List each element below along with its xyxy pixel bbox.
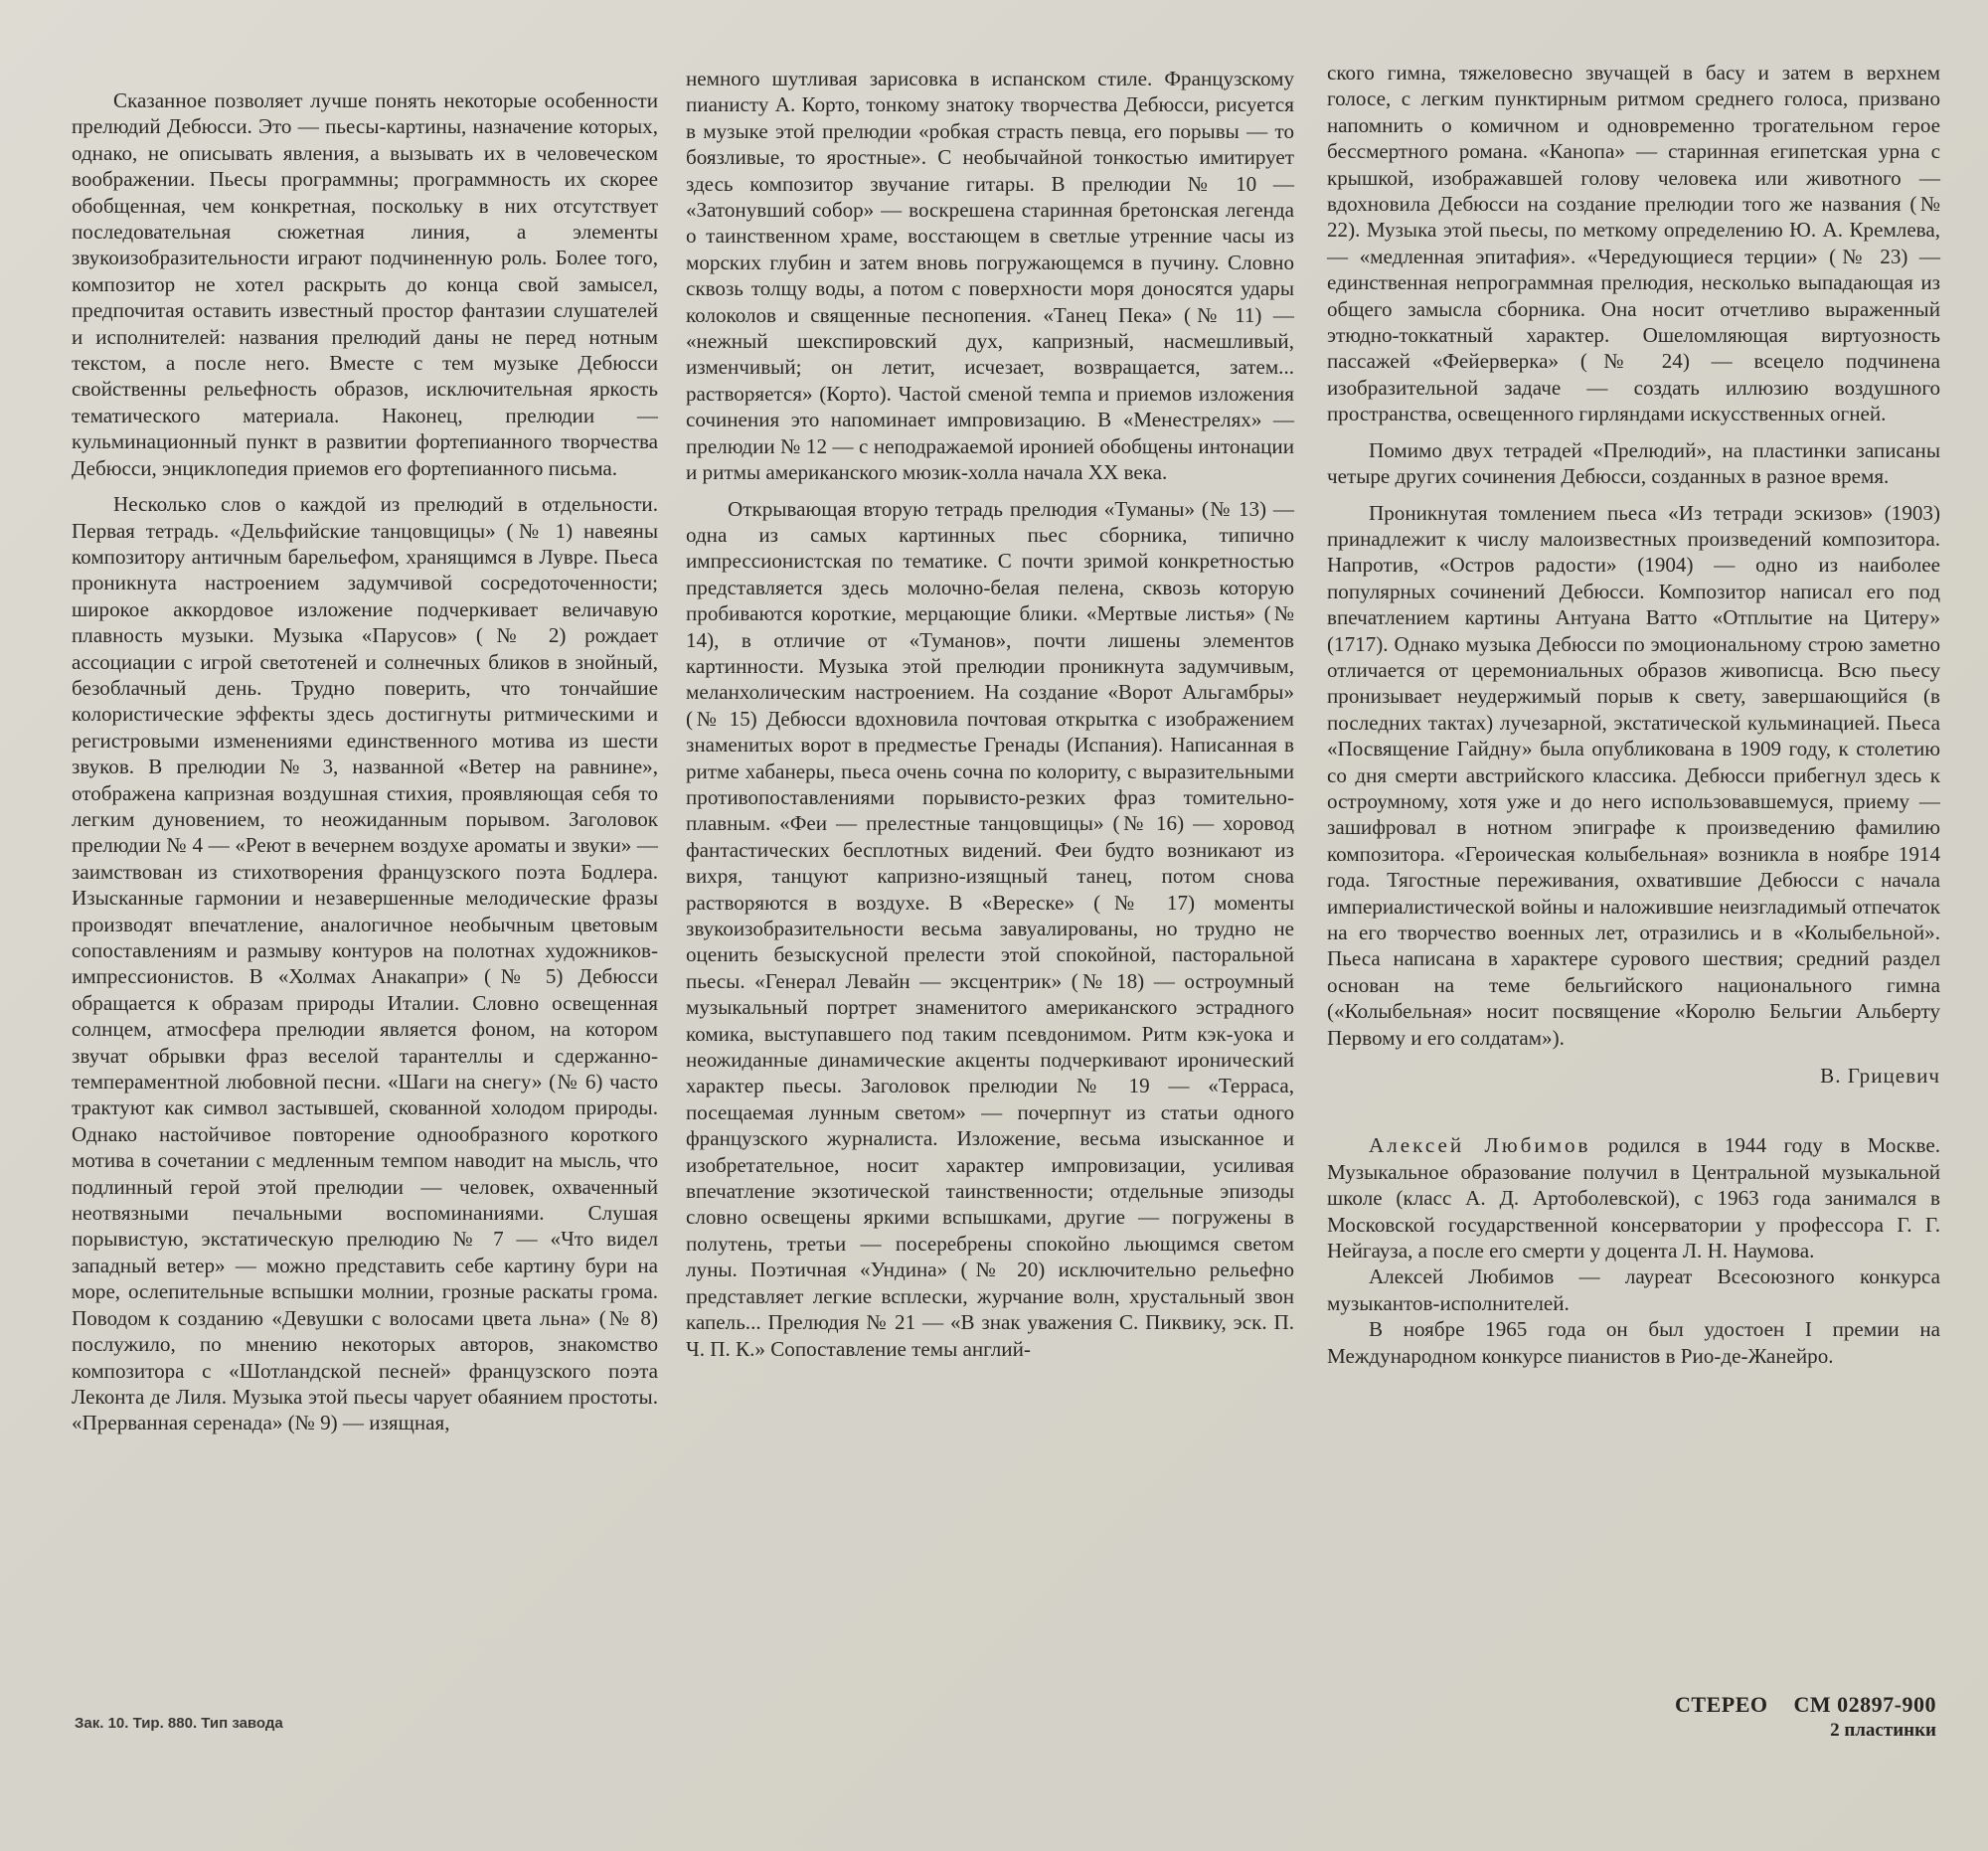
bio-paragraph [1327,1132,1940,1263]
paragraph: Открывающая вторую тетрадь прелюдия «Туманы» (№ 13) — одна из самых картинных пьес сборника, типично импрессионистская по тематике. С почти зримой конкретностью представляется здесь молочно-белая пелена, сквозь которую пробиваются короткие, мерцающие блики. «Мертвые листья» (№ 14), в отличие от «Туманов», почти лишены элементов картинности. Музыка этой прелюдии проникнута задумчивым, меланхолическим настроением. На создание «Ворот Альгамбры» (№ 15) Дебюсси вдохновила почтовая открытка с изображением знаменитых ворот в предместье Гренады (Испания). Написанная в ритме хабанеры, пьеса очень сочна по колориту, с выразительными противопоставлениями порывисто-резких фраз томительно-плавным. «Феи — прелестные танцовщицы» (№ 16) — хоровод фантастических бесплотных видений. Феи будто возникают из вихря, танцуют капризно-изящный танец, потом снова растворяются в воздухе. В «Вереске» (№ 17) моменты звукоизобразительности весьма завуалированы, но трудно не оценить безыскусной прелести этой спокойной, пасторальной пьесы. «Генерал Левайн — эксцентрик» (№ 18) — остроумный музыкальный портрет знаменитого американского эстрадного комика, выступавшего под таким псевдонимом. Ритм кэк-уока и неожиданные динамические акценты подчеркивают иронический характер пьесы. Заголовок прелюдии № 19 — «Терраса, посещаемая лунным светом» — почерпнут из статьи одного французского журналиста. Изложение, весьма изысканное и изобретательное, носит характер импровизации, усиливая впечатление экзотической таинственности; отдельные эпизоды словно освещены яркими вспышками, другие — погружены в полутень, третьи — посеребрены спокойно льющимся светом луны. Поэтичная «Ундина» (№ 20) исключительно рельефно представляет легкие всплески, журчание волн, хрустальный звон капель... Прелюдия № 21 — «В знак уважения С. Пиквику, эск. П. Ч. П. К.» Сопоставление темы англий- [686,496,1294,1361]
catalog-number: СМ 02897-900 [1793,1692,1936,1717]
paragraph: Сказанное позволяет лучше понять некоторые особенности прелюдий Дебюсси. Это — пьесы-картины, назначение которых, однако, не описывать явления, а вызывать их в человеческом воображении. Пьесы программны; программность их скорее обобщенная, чем конкретная, поскольку в них отсутствует последовательная сюжетная линия, а элементы звукоизобразительности играют подчиненную роль. Более того, композитор не хотел раскрыть до конца свой замысел, предпочитая оставить известный простор фантазии слушателей и исполнителей: названия прелюдий даны не перед нотным текстом, а после него. Вместе с тем музыке Дебюсси свойственны рельефность образов, исключительная яркость тематического материала. Наконец, прелюдии — кульминационный пункт в развитии фортепианного творчества Дебюсси, энциклопедия приемов его фортепианного письма. [72,88,658,480]
bio-paragraph: Алексей Любимов — лауреат Всесоюзного конкурса музыкантов-исполнителей. [1327,1264,1940,1315]
text-column-1 [72,87,658,1436]
stereo-label: СТЕРЕО [1675,1692,1768,1717]
text-column-2 [686,66,1294,1362]
author-signature: В. Грицевич [1820,1064,1940,1089]
paragraph: ского гимна, тяжеловесно звучащей в басу и затем в верхнем голосе, с легким пунктирным ритмом среднего голоса, призвано напомнить о комичном и одновременно трогательном герое бессмертного романа. «Канопа» — старинная египетская урна с крышкой, изображавшей голову человека или животного — вдохновила Дебюсси на создание прелюдии того же названия (№ 22). Музыка этой пьесы, по меткому определению Ю. А. Кремлева, — «медленная эпитафия». «Чередующиеся терции» (№ 23) — единственная непрограммная прелюдия, несколько выпадающая из общего замысла сборника. Она носит отчетливо выраженный этюдно-токкатный характер. Ошеломляющая виртуозность пассажей «Фейерверка» (№ 24) — всецело подчинена изобразительной задаче — создать иллюзию воздушного пространства, освещенного гирляндами искусственных огней. [1327,61,1940,426]
discs-count: 2 пластинки [1830,1720,1936,1741]
bio-paragraph: В ноябре 1965 года он был удостоен I премии на Международном конкурсе пианистов в Рио-де-Жанейро. [1327,1317,1940,1368]
paragraph: Помимо двух тетрадей «Прелюдий», на пластинки записаны четыре других сочинения Дебюсси, созданных в разное время. [1327,437,1940,489]
catalog-block [1675,1692,1936,1742]
paragraph: немного шутливая зарисовка в испанском стиле. Французскому пианисту А. Корто, тонкому знатоку творчества Дебюсси, рисуется в музыке этой прелюдии «робкая страсть певца, его порывы — то боязливые, то яростные». С необычайной тонкостью имитирует здесь композитор звучание гитары. В прелюдии № 10 — «Затонувший собор» — воскрешена старинная бретонская легенда о таинственном храме, восстающем в светлые утренние часы из морских глубин и затем вновь погружающемся в пучину. Словно сквозь толщу воды, а потом с поверхности моря доносятся удары колоколов и священные песнопения. «Танец Пека» (№ 11) — «нежный шекспировский дух, капризный, насмешливый, изменчивый; он летит, исчезает, возвращается, затем... растворяется» (Корто). Частой сменой темпа и приемов изложения сочинения это напоминает импровизацию. В «Менестрелях» — прелюдии № 12 — с неподражаемой иронией обобщены интонации и ритмы американского мюзик-холла начала XX века. [686,67,1294,485]
performer-name: Алексей Любимов [1369,1133,1591,1158]
print-info: Зак. 10. Тир. 880. Тип завода [75,1715,283,1732]
bio-text: родился в 1944 году в Москве. Музыкальное образование получил в Центральной музыкальной школе (класс А. Д. Артоболевской), с 1963 года занимался в Московской государственной консерватории у профессора Г. Г. Нейгауза, а после его смерти у доцента Л. Н. Наумова. [1327,1133,1940,1263]
paragraph: Несколько слов о каждой из прелюдий в отдельности. Первая тетрадь. «Дельфийские танцовщицы» (№ 1) навеяны композитору античным барельефом, хранящимся в Лувре. Пьеса проникнута настроением задумчивой сосредоточенности; широкое аккордовое изложение подчеркивает величавую плавность музыки. Музыка «Парусов» (№ 2) рождает ассоциации с игрой светотеней и солнечных бликов в знойный, безоблачный день. Трудно поверить, что тончайшие колористические эффекты здесь достигнуты ритмическими и регистровыми изменениями единственного мотива из шести звуков. В прелюдии № 3, названной «Ветер на равнине», отображена капризная воздушная стихия, проявляющая себя то легким дуновением, то неожиданным порывом. Заголовок прелюдии № 4 — «Реют в вечернем воздухе ароматы и звуки» — заимствован из стихотворения французского поэта Бодлера. Изысканные гармонии и незавершенные мелодические фразы производят впечатление, аналогичное необычным цветовым сопоставлениям и размыву контуров на полотнах художников-импрессионистов. В «Холмах Анакапри» (№ 5) Дебюсси обращается к образам природы Италии. Словно освещенная солнцем, атмосфера прелюдии является фоном, на котором звучат обрывки фраз веселой тарантеллы и сдержанно-темпераментной любовной песни. «Шаги на снегу» (№ 6) часто трактуют как символ застывшей, скованной холодом природы. Однако настойчивое повторение однообразного короткого мотива в сочетании с медленным темпом наводит на мысль, что подлинный герой этой прелюдии — человек, охваченный неотвязными печальными воспоминаниями. Слушая порывистую, экстатическую прелюдию № 7 — «Что видел западный ветер» — можно представить себе картину бури на море, ослепительные вспышки молнии, грозные раскаты грома. Поводом к созданию «Девушки с волосами цвета льна» (№ 8) послужило, по мнению некоторых авторов, знакомство композитора с «Шотландской песней» французского поэта Леконта де Лиля. Музыка этой пьесы чарует обаянием простоты. «Прерванная серенада» (№ 9) — изящная, [72,492,658,1435]
paragraph: Проникнутая томлением пьеса «Из тетради эскизов» (1903) принадлежит к числу малоизвестных произведений композитора. Напротив, «Остров радости» (1904) — одно из наиболее популярных сочинений Дебюсси. Композитор написал его под впечатлением картины Антуана Ватто «Отплытие на Цитеру» (1717). Однако музыка Дебюсси по эмоциональному строю заметно отличается от церемониальных образов живописца. Всю пьесу пронизывает неудержимый порыв к свету, завершающийся (в последних тактах) лучезарной, экстатической кульминацией. Пьеса «Посвящение Гайдну» была опубликована в 1909 году, к столетию со дня смерти австрийского классика. Дебюсси прибегнул здесь к остроумному, хотя уже и до него использовавшемуся, приему — зашифровал в нотном эпиграфе к произведению фамилию композитора. «Героическая колыбельная» возникла в ноябре 1914 года. Тягостные переживания, охватившие Дебюсси с начала империалистической войны и наложившие неизгладимый отпечаток на его творчество военных лет, отразились и в «Колыбельной». Пьеса написана в характере сурового шествия; средний раздел основан на теме бельгийского национального гимна («Колыбельная» носит посвящение «Королю Бельгии Альберту Первому и его солдатам»). [1327,500,1940,1050]
text-column-3 [1327,60,1940,1369]
